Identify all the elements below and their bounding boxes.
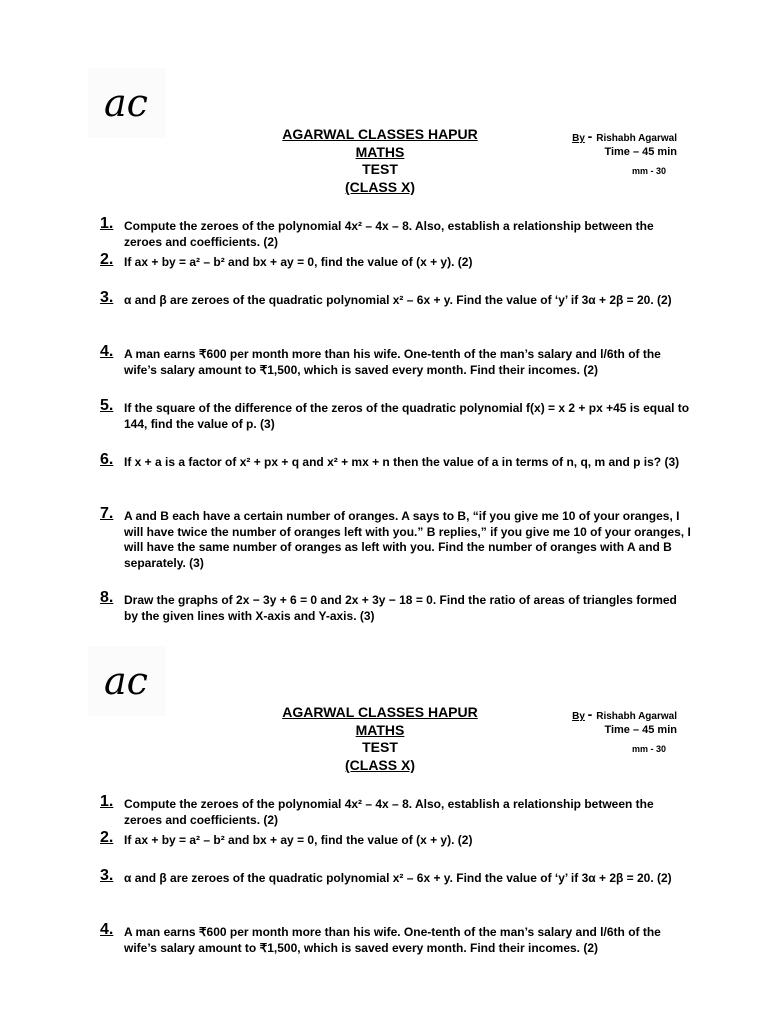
class-title: (CLASS X): [345, 756, 415, 773]
question-4: [100, 921, 692, 956]
question-7: [100, 505, 692, 571]
question-text: α and β are zeroes of the quadratic polynomial x² – 6x + y. Find the value of ‘y’ if 3α + 2β = 20. (2): [124, 871, 672, 885]
question-number: 1.: [100, 215, 114, 232]
max-marks: mm - 30: [631, 166, 666, 176]
title-block: [240, 704, 520, 774]
question-text: A man earns ₹600 per month more than his wife. One-tenth of the man’s salary and l/6th of the wife’s salary amount to ₹1,500, which is saved every month. Find their incomes. (2): [124, 347, 661, 377]
subject-title: MATHS: [355, 721, 405, 738]
institute-title: AGARWAL CLASSES HAPUR: [282, 704, 478, 720]
time-allowed: Time – 45 min: [604, 724, 677, 736]
question-text: A and B each have a certain number of oranges. A says to B, “if you give me 10 of your oranges, I will have twice the number of oranges left with you.” B replies,” if you give me 10 of your oranges, I will have the same number of oranges as left with you. Find the number of oranges with A and B separately. (3): [124, 509, 691, 570]
question-number: 1.: [100, 793, 114, 810]
title-block: [240, 126, 520, 196]
test-title: TEST: [362, 161, 398, 178]
test-title: TEST: [362, 739, 398, 756]
question-text: If ax + by = a² – b² and bx + ay = 0, find the value of (x + y). (2): [124, 833, 473, 847]
svg-text:ac: ac: [104, 660, 148, 702]
question-number: 7.: [100, 505, 114, 522]
subject-title: MATHS: [355, 143, 405, 160]
question-3: [100, 289, 692, 309]
question-text: Compute the zeroes of the polynomial 4x² – 4x – 8. Also, establish a relationship between the zeroes and coefficients. (2): [124, 797, 654, 827]
question-text: If the square of the difference of the zeros of the quadratic polynomial f(x) = x 2 + px +45 is equal to 144, find the value of p. (3): [124, 401, 690, 431]
question-2: [100, 829, 692, 849]
question-text: If x + a is a factor of x² + px + q and x² + mx + n then the value of a in terms of n, q, m and p is? (3): [124, 455, 680, 469]
question-number: 6.: [100, 451, 114, 468]
agarwal-classes-logo: [88, 646, 166, 716]
institute-title: AGARWAL CLASSES HAPUR: [282, 126, 478, 142]
question-5: [100, 397, 692, 432]
question-text: Compute the zeroes of the polynomial 4x² – 4x – 8. Also, establish a relationship between the zeroes and coefficients. (2): [124, 219, 654, 249]
author-name: Rishabh Agarwal: [596, 133, 677, 144]
question-number: 3.: [100, 867, 114, 884]
class-title: (CLASS X): [345, 178, 415, 195]
question-8: [100, 589, 692, 624]
question-number: 8.: [100, 589, 114, 606]
question-text: α and β are zeroes of the quadratic polynomial x² – 6x + y. Find the value of ‘y’ if 3α + 2β = 20. (2): [124, 293, 672, 307]
question-4: [100, 343, 692, 378]
question-number: 4.: [100, 921, 114, 938]
agarwal-classes-logo: [88, 68, 166, 138]
svg-text:ac: ac: [104, 82, 148, 124]
question-1: [100, 793, 692, 828]
question-2: [100, 251, 692, 271]
by-label: By: [572, 711, 585, 722]
max-marks: mm - 30: [631, 744, 666, 754]
question-number: 3.: [100, 289, 114, 306]
question-6: [100, 451, 692, 471]
question-number: 2.: [100, 829, 114, 846]
time-allowed: Time – 45 min: [604, 146, 677, 158]
author-line: By - Rishabh Agarwal: [572, 128, 677, 144]
question-text: A man earns ₹600 per month more than his wife. One-tenth of the man’s salary and l/6th of the wife’s salary amount to ₹1,500, which is saved every month. Find their incomes. (2): [124, 925, 661, 955]
question-number: 4.: [100, 343, 114, 360]
question-text: If ax + by = a² – b² and bx + ay = 0, find the value of (x + y). (2): [124, 255, 473, 269]
question-3: [100, 867, 692, 887]
author-name: Rishabh Agarwal: [596, 711, 677, 722]
question-1: [100, 215, 692, 250]
author-line: By - Rishabh Agarwal: [572, 706, 677, 722]
question-text: Draw the graphs of 2x − 3y + 6 = 0 and 2x + 3y − 18 = 0. Find the ratio of areas of triangles formed by the given lines with X-axis and Y-axis. (3): [124, 593, 677, 623]
question-number: 5.: [100, 397, 114, 414]
by-label: By: [572, 133, 585, 144]
question-number: 2.: [100, 251, 114, 268]
